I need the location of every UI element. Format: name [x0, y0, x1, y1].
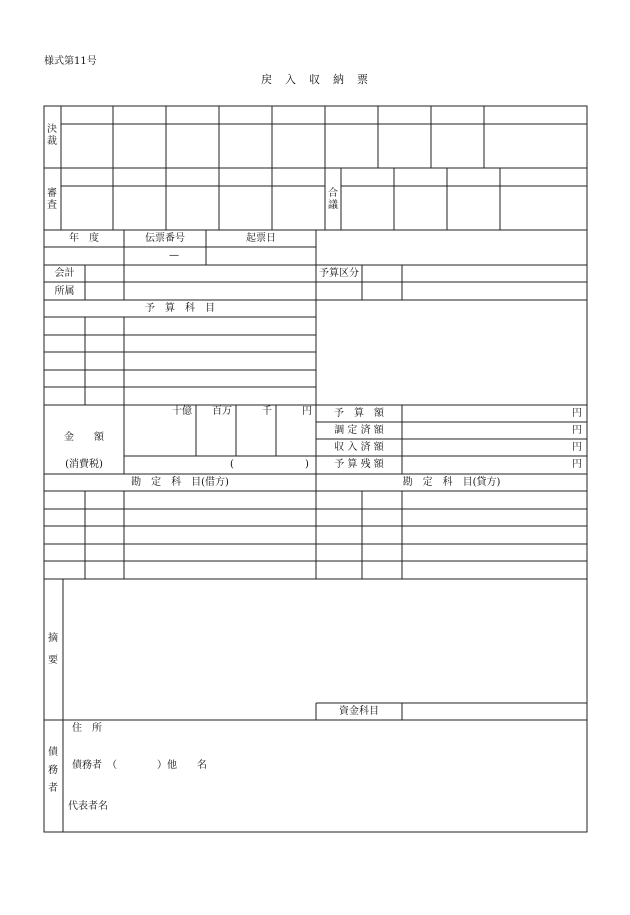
label-kingaku: 金 額	[64, 432, 104, 443]
unit-yosan-gaku: 円	[572, 408, 582, 419]
label-kihyo-bi: 起票日	[246, 233, 276, 244]
unit-hyakuman: 百万	[212, 406, 232, 417]
label-nendo: 年 度	[69, 233, 99, 244]
label-saimusha: 債務者	[48, 747, 58, 794]
label-jusho: 住 所	[72, 723, 102, 734]
form-number: 様式第11号	[44, 56, 97, 67]
label-kessai: 決裁	[47, 124, 57, 147]
label-kaikei: 会計	[54, 268, 75, 279]
unit-en: 円	[302, 406, 312, 417]
tax-paren-close: )	[305, 459, 309, 470]
label-aigi: 合議	[328, 188, 338, 211]
unit-juoku: 十億	[172, 406, 192, 417]
label-yosan-kubun: 予算区分	[319, 268, 359, 279]
unit-chotei-zumi: 円	[572, 425, 582, 436]
label-denpyo-bango: 伝票番号	[145, 233, 185, 244]
label-shinsa: 審査	[47, 188, 57, 211]
label-yosan-zan: 予 算 残 額	[334, 459, 384, 470]
unit-yosan-zan: 円	[572, 459, 582, 470]
form-title: 戻 入 収 納 票	[261, 73, 369, 86]
label-kanjo-kashi: 勘 定 科 目(貸方)	[402, 477, 501, 488]
label-daihyo: 代表者名	[68, 801, 108, 812]
label-shozoku: 所属	[54, 286, 75, 297]
label-yosan-kamoku: 予 算 科 目	[145, 303, 215, 314]
label-shunyu-zumi: 収 入 済 額	[334, 442, 384, 453]
label-tekiyo: 摘要	[48, 633, 58, 666]
label-saimusha-line: 債務者 （ ）他 名	[72, 760, 207, 771]
label-kanjo-kari: 勘 定 科 目(借方)	[131, 477, 229, 488]
label-chotei-zumi: 調 定 済 額	[334, 425, 384, 436]
denpyo-dash: —	[169, 250, 179, 261]
unit-sen: 千	[262, 406, 272, 417]
label-yosan-gaku: 予 算 額	[334, 408, 384, 419]
tax-paren-open: (	[230, 459, 234, 470]
label-shikin-kamoku: 資金科目	[339, 706, 379, 717]
label-shohizei: (消費税)	[65, 459, 103, 470]
unit-shunyu-zumi: 円	[572, 442, 582, 453]
